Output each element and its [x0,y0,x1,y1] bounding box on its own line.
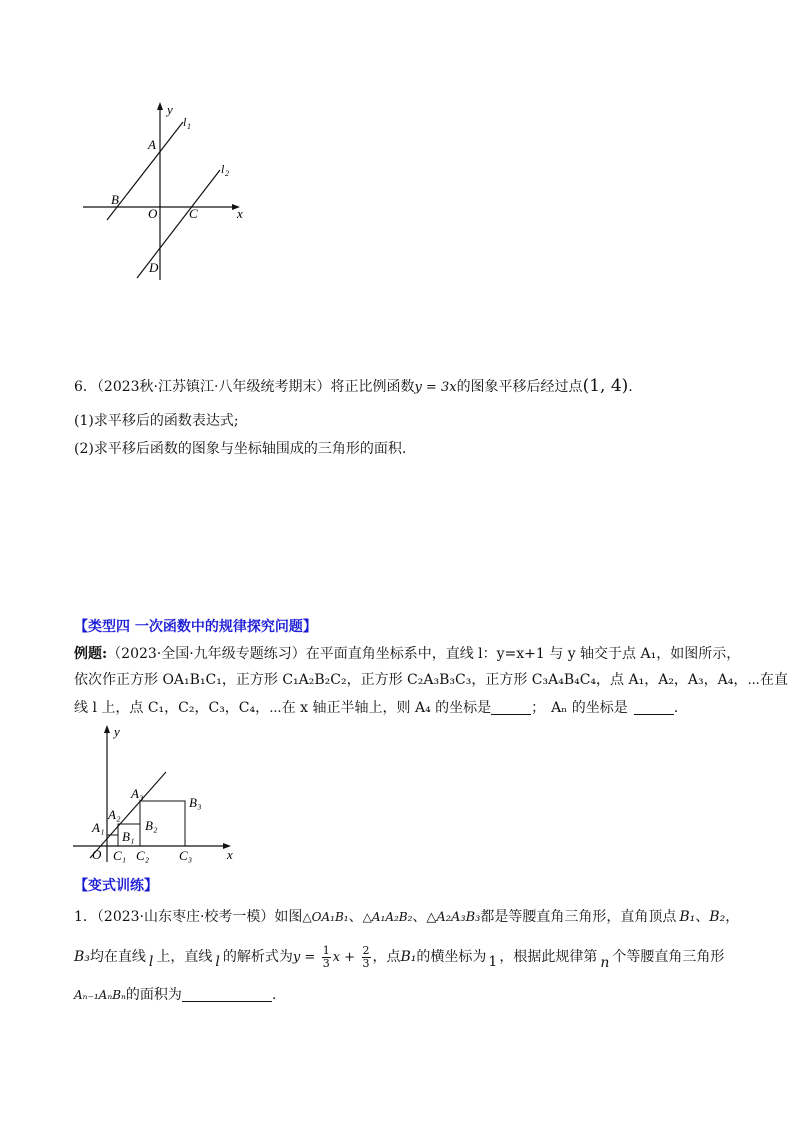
question-text: ，点 [372,949,401,965]
question-text: 的图象平移后经过点 [456,379,583,395]
question-6-part-1: (1)求平移后的函数表达式; [74,413,239,429]
question-text: 都是等腰直角三角形，直角顶点 [480,909,677,925]
triangle-2: △A₁A₂B₂ [362,910,413,924]
figure-parallel-lines [75,100,255,285]
example-text: （2023·全国·九年级专题练习）在平面直角坐标系中，直线 l：y=x+1 与 y 轴交于点 A₁，如图所示， [107,646,741,662]
fraction-numerator: 1 [322,943,330,957]
example-line-1 [74,644,740,664]
l2-subscript: 2 [225,169,229,178]
example-text: 线 l 上，点 C₁，C₂，C₃，C₄，⋯在 x 轴正半轴上，则 A₄ 的坐标是 [74,700,492,716]
question-source: （2023秋·江苏镇江·八年级统考期末） [96,379,331,395]
point-c-label: C [189,206,198,221]
answer-blank[interactable] [182,987,272,1002]
figure-squares [68,722,248,867]
point-b2: B₂ [709,909,726,925]
point-coordinates: (1, 4) [582,376,629,396]
question-text: 的面积为 [125,987,182,1003]
variant-q1-line-3 [74,985,276,1005]
equation-x: x + [332,950,356,965]
fraction-2 [362,945,371,970]
example-label: 例题: [74,646,108,662]
point-b3-label: B₃ [189,795,202,810]
variant-q1-line-1 [74,907,739,928]
l2-label: l [221,162,225,176]
point-a3-label: A₃ [131,786,144,801]
question-6-part-2: (2)求平移后函数的图象与坐标轴围成的三角形的面积. [74,441,407,457]
question-text: ，根据此规律第 [499,949,598,965]
separator: ， [725,909,740,925]
point-c2-label: C₂ [136,848,150,863]
y-axis-label: y [167,102,173,117]
question-text: 个等腰直角三角形 [612,949,725,965]
variant-q1-line-2 [74,944,724,976]
point-a1-label: A₁ [92,820,105,835]
fraction-1 [322,945,331,970]
point-a-label: A [148,137,156,152]
triangle-3: △A₂A₃B₃ [426,910,481,925]
x-axis-label: x [227,847,233,862]
y-axis-label: y [114,724,120,739]
variable-n: n [600,955,610,971]
fraction-numerator: 2 [362,943,370,957]
period: . [271,987,277,1003]
period: . [673,700,679,716]
question-text: 均在直线 [89,949,146,965]
formula: y = 3x [414,380,457,395]
origin-label: O [92,847,102,862]
point-a2-label: A₂ [108,807,121,822]
point-c3-label: C₃ [179,848,193,863]
triangle-n: Aₙ₋₁AₙBₙ [74,988,126,1002]
answer-blank[interactable] [491,700,531,715]
value-one: 1 [488,954,498,970]
triangle-1: △OA₁B₁ [302,910,349,924]
line-name: l [148,954,154,970]
question-text: 1．（2023·山东枣庄·校考一模）如图 [74,909,303,925]
period: . [628,379,633,395]
variant-heading: 【变式训练】 [74,878,158,894]
example-text: Aₙ 的坐标是 [551,700,628,716]
l1-subscript: 1 [187,122,191,131]
y-axis-arrow-icon [104,725,110,733]
fraction-denominator: 3 [362,956,370,970]
point-b3: B₃ [74,949,90,965]
example-line-3 [74,698,678,718]
equation-y: y = [292,950,316,965]
x-axis-label: x [237,206,243,221]
point-b1: B₁ [400,949,417,965]
point-b1-label: B₁ [122,829,135,844]
question-text: 将正比例函数 [330,379,415,395]
question-text: 的解析式为 [222,949,293,965]
fraction-denominator: 3 [322,956,330,970]
example-line-2: 依次作正方形 OA₁B₁C₁，正方形 C₁A₂B₂C₂，正方形 C₂A₃B₃C₃，正方形 C₃A₄B₄C₄，点 A₁，A₂，A₃，A₄，⋯在直 [74,672,788,688]
point-b2-label: B₂ [145,818,158,833]
l1-label: l [183,115,187,129]
line-l [90,772,166,858]
y-axis-arrow-icon [157,102,163,110]
separator: 、 [412,909,427,925]
line-name: l [215,954,220,970]
point-d-label: D [149,260,159,275]
question-number: 6． [74,379,97,395]
question-6 [74,376,633,398]
point-c1-label: C₁ [113,848,127,863]
question-text: 上，直线 [156,949,213,965]
section-heading: 【类型四 一次函数中的规律探究问题】 [74,619,317,635]
point-b-label: B [111,192,119,207]
origin-label: O [148,206,158,221]
point-b1: B₁ [679,909,696,925]
separator: 、 [695,909,710,925]
separator: ； [531,700,546,716]
answer-blank[interactable] [634,700,674,715]
separator: 、 [348,909,363,925]
question-text: 的横坐标为 [416,949,487,965]
